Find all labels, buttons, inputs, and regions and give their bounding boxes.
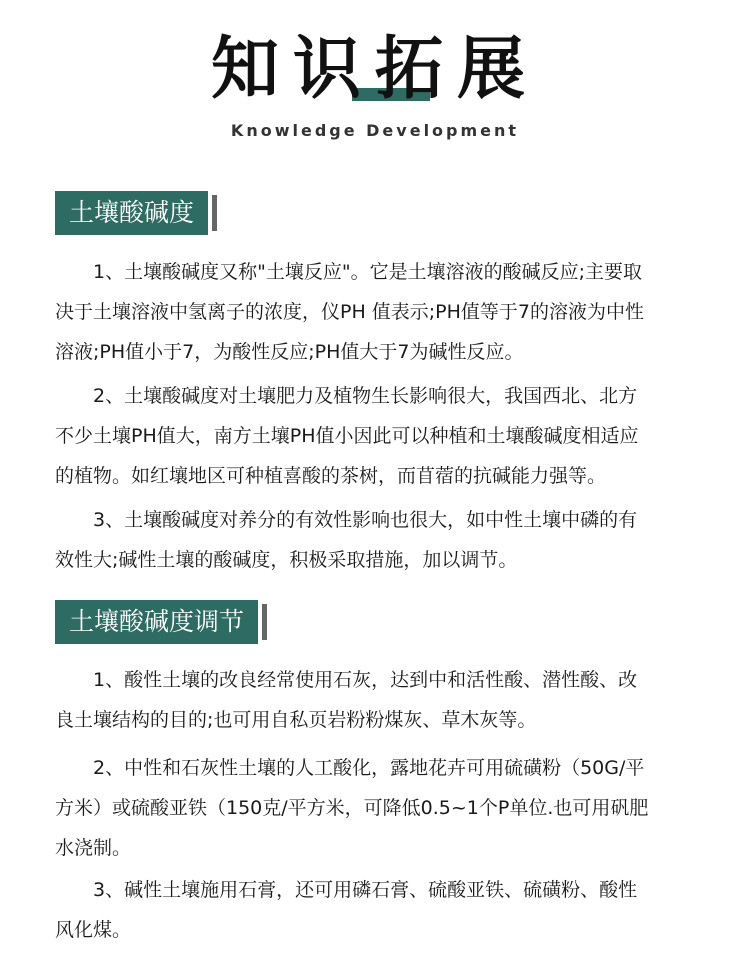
paragraph-line: 良土壤结构的目的;也可用自私页岩粉粉煤灰、草木灰等。 xyxy=(55,709,537,731)
section-heading-label: 土壤酸碱度 xyxy=(55,191,208,235)
paragraph-line: 2、土壤酸碱度对土壤肥力及植物生长影响很大，我国西北、北方 xyxy=(55,385,638,407)
paragraph-line: 的植物。如红壤地区可种植喜酸的茶树，而苜蓿的抗碱能力强等。 xyxy=(55,465,607,487)
paragraph-line: 水浇制。 xyxy=(55,837,132,859)
paragraph-line: 风化煤。 xyxy=(55,919,132,941)
paragraph-line: 3、碱性土壤施用石膏，还可用磷石膏、硫酸亚铁、硫磺粉、酸性 xyxy=(55,879,638,901)
paragraph-line: 3、土壤酸碱度对养分的有效性影响也很大，如中性土壤中磷的有 xyxy=(55,509,638,531)
page-title: 知识拓展 xyxy=(210,30,539,109)
paragraph-line: 1、酸性土壤的改良经常使用石灰，达到中和活性酸、潜性酸、改 xyxy=(55,669,638,691)
section-heading-bar xyxy=(262,604,267,640)
section-heading-label: 土壤酸碱度调节 xyxy=(55,600,258,644)
page-header xyxy=(0,0,750,160)
paragraph-line: 不少土壤PH值大，南方土壤PH值小因此可以种植和土壤酸碱度相适应 xyxy=(55,425,639,447)
paragraph xyxy=(55,660,725,740)
paragraph xyxy=(55,748,725,868)
paragraph-line: 溶液;PH值小于7，为酸性反应;PH值大于7为碱性反应。 xyxy=(55,341,524,363)
paragraph-line: 2、中性和石灰性土壤的人工酸化，露地花卉可用硫磺粉（50G/平 xyxy=(55,757,645,779)
paragraph xyxy=(55,252,725,372)
section-heading-ph-adjustment xyxy=(55,600,267,644)
paragraph-line: 1、土壤酸碱度又称"土壤反应"。它是土壤溶液的酸碱反应;主要取 xyxy=(55,261,642,283)
page-subtitle: Knowledge Development xyxy=(230,121,520,140)
paragraph xyxy=(55,500,725,580)
section-heading-soil-ph xyxy=(55,191,217,235)
paragraph-line: 效性大;碱性土壤的酸碱度，积极采取措施，加以调节。 xyxy=(55,549,518,571)
section-heading-bar xyxy=(212,195,217,231)
paragraph-line: 决于土壤溶液中氢离子的浓度，仪PH 值表示;PH值等于7的溶液为中性 xyxy=(55,301,645,323)
paragraph-line: 方米）或硫酸亚铁（150克/平方米，可降低0.5~1个P单位.也可用矾肥 xyxy=(55,797,649,819)
paragraph xyxy=(55,870,725,950)
paragraph xyxy=(55,376,725,496)
